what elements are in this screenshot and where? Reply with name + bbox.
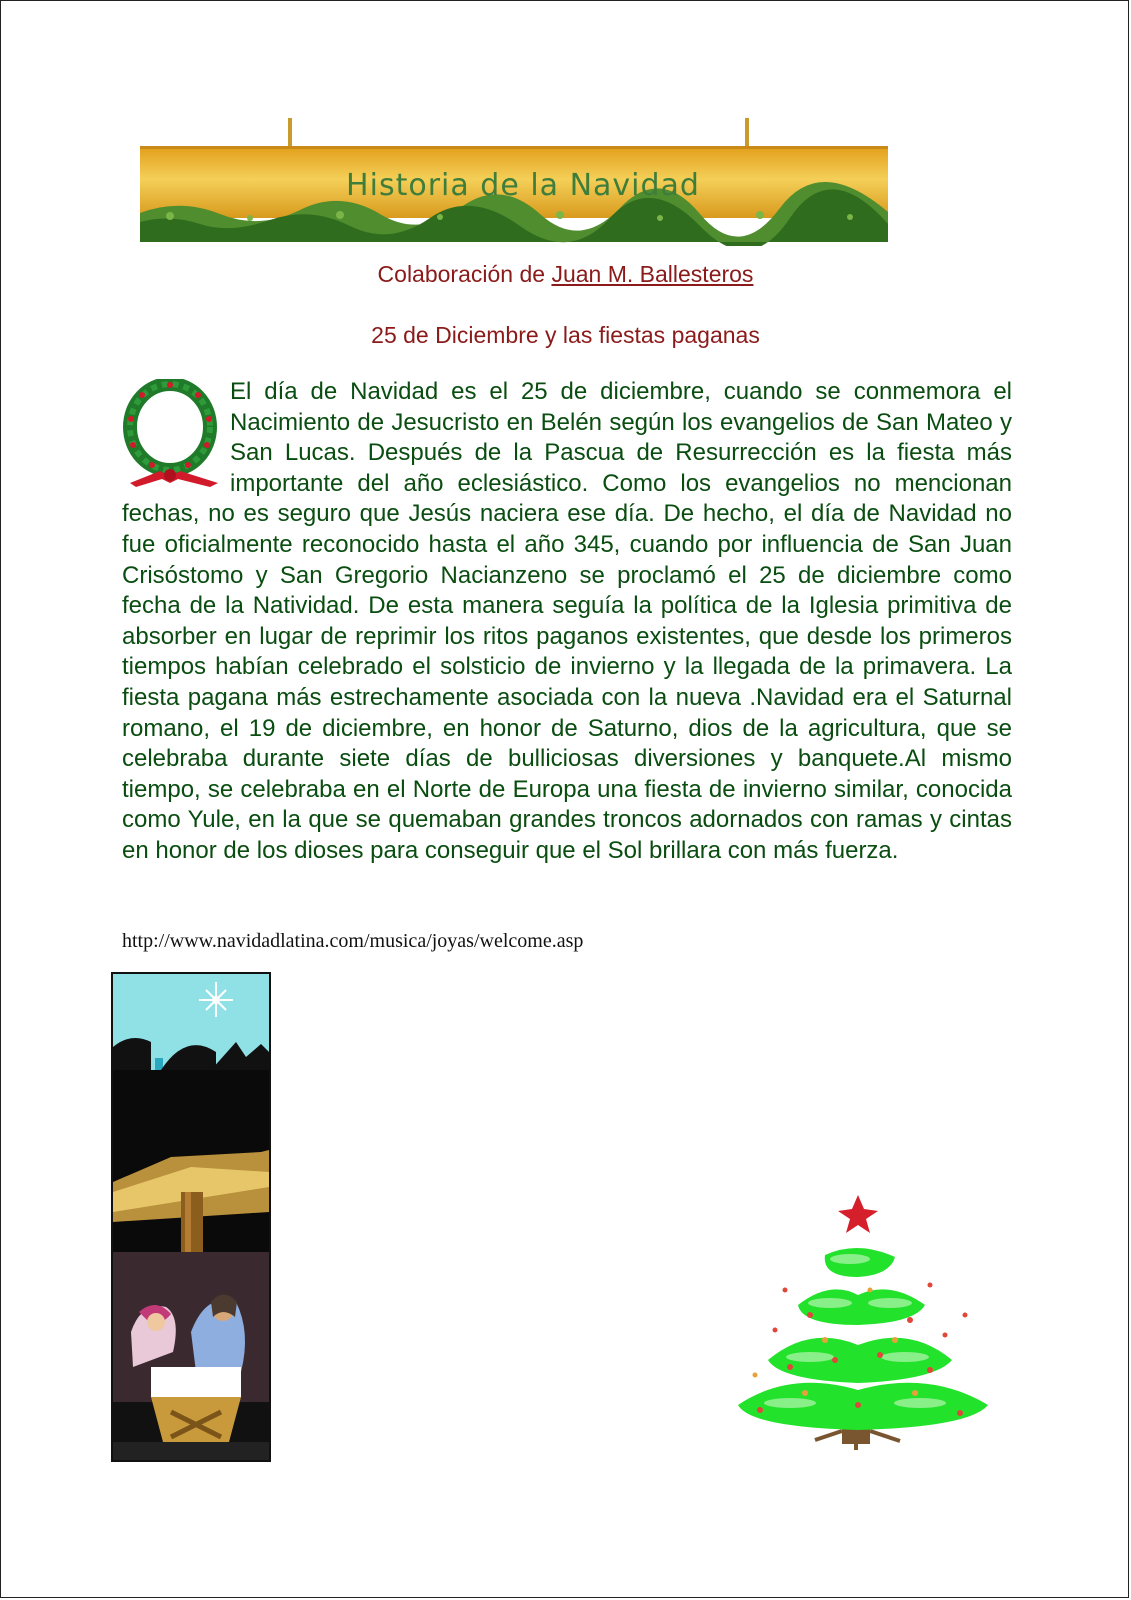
christmas-wreath-icon [122,379,224,491]
article-body [122,377,1012,867]
banner-title: Historia de la Navidad [346,168,700,203]
author-link[interactable]: Juan M. Ballesteros [551,261,754,287]
credit-prefix: Colaboración de [377,261,552,287]
credit-line [0,261,1131,288]
article-subtitle: 25 de Diciembre y las fiestas paganas [371,322,760,348]
article-text: El día de Navidad es el 25 de diciembre, cuando se conmemora el Nacimiento de Jesucristo en Belén según los evangelios de San Mateo y San Lucas. Después de la Pascua de Resurrección es la fiesta más importante del año eclesiástico. Como los evangelios no mencionan fechas, no es seguro que Jesús naciera ese día. De hecho, el día de Navidad no fue oficialmente reconocido hasta el año 345, cuando por influencia de San Juan Crisóstomo y San Gregorio Nacianzeno se proclamó el 25 de diciembre como fecha de la Natividad. De esta manera seguía la política de la Iglesia primitiva de absorber en lugar de reprimir los ritos paganos existentes, que desde los primeros tiempos habían celebrado el solsticio de invierno y la llegada de la primavera. La fiesta pagana más estrechamente asociada con la nueva .Navidad era el Saturnal romano, el 19 de diciembre, en honor de Saturno, dios de la agricultura, que se celebraba durante siete días de bulliciosas diversiones y banquete.Al mismo tiempo, se celebraba en el Norte de Europa una fiesta de invierno similar, conocida como Yule, en la que se quemaban grandes troncos adornados con ramas y cintas en honor de los dioses para conseguir que el Sol brillara con más fuerza. [122,378,1012,864]
nativity-scene [111,972,271,1462]
christmas-tree-icon [730,1195,1000,1455]
header-banner [140,118,906,246]
source-url: http://www.navidadlatina.com/musica/joyas/welcome.asp [122,930,584,952]
